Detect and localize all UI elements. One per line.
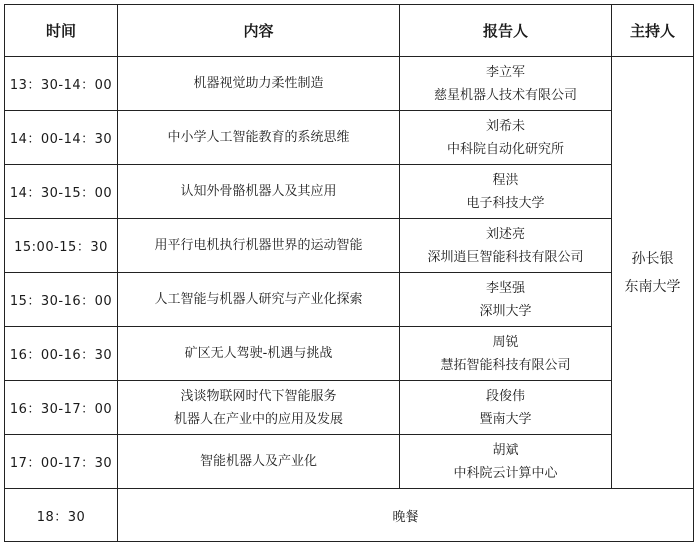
header-host: 主持人 [612,5,694,57]
speaker-name: 李坚强 [485,280,525,296]
speaker-org: 中科院自动化研究所 [446,141,564,157]
topic-line: 浅谈物联网时代下智能服务 [180,388,337,404]
topic-line: 中小学人工智能教育的系统思维 [167,130,350,145]
speaker-name: 胡斌 [492,442,519,458]
topic-cell [118,273,400,327]
speaker-org: 电子科技大学 [466,195,545,211]
speaker-name: 程洪 [492,172,519,188]
topic-line: 智能机器人及产业化 [199,454,317,469]
speaker-name: 刘希未 [485,118,525,134]
speaker-cell [400,219,612,273]
speaker-cell [400,57,612,111]
table-row [5,273,694,327]
time-cell: 17：00-17：30 [5,435,118,489]
table-row [5,219,694,273]
header-time: 时间 [5,5,118,57]
speaker-cell [400,435,612,489]
dinner-time: 18：30 [5,489,118,542]
host-org: 东南大学 [624,278,681,295]
host-cell [612,57,694,489]
speaker-name: 段俊伟 [485,388,525,404]
speaker-org: 慧拓智能科技有限公司 [440,357,571,373]
topic-line: 机器视觉助力柔性制造 [193,76,324,91]
time-cell: 15：30-16：00 [5,273,118,327]
speaker-org: 中科院云计算中心 [453,465,558,481]
topic-line: 认知外骨骼机器人及其应用 [180,184,337,199]
speaker-org: 深圳逍巨智能科技有限公司 [427,249,584,265]
speaker-org: 深圳大学 [479,303,532,319]
topic-line: 矿区无人驾驶-机遇与挑战 [184,346,333,361]
speaker-name: 刘述亮 [485,226,525,242]
time-cell: 15:00-15：30 [5,219,118,273]
speaker-org: 暨南大学 [479,411,532,427]
topic-cell [118,381,400,435]
header-speaker: 报告人 [400,5,612,57]
table-row [5,111,694,165]
speaker-cell [400,327,612,381]
schedule-table [4,4,694,542]
dinner-label: 晚餐 [118,489,694,542]
dinner-row [5,489,694,542]
topic-cell [118,57,400,111]
table-row [5,57,694,111]
speaker-cell [400,165,612,219]
speaker-org: 慈星机器人技术有限公司 [433,87,577,103]
schedule-sheet [4,4,693,541]
topic-line: 用平行电机执行机器世界的运动智能 [154,238,363,253]
host-name: 孙长银 [631,250,674,267]
speaker-name: 李立军 [485,64,525,80]
speaker-cell [400,273,612,327]
topic-line: 机器人在产业中的应用及发展 [173,411,343,427]
table-row [5,435,694,489]
time-cell: 16：30-17：00 [5,381,118,435]
table-row [5,165,694,219]
topic-cell [118,219,400,273]
header-content: 内容 [118,5,400,57]
topic-cell [118,111,400,165]
speaker-name: 周锐 [492,334,519,350]
topic-line: 人工智能与机器人研究与产业化探索 [154,292,363,307]
header-row [5,5,694,57]
topic-cell [118,165,400,219]
time-cell: 13：30-14：00 [5,57,118,111]
time-cell: 14：00-14：30 [5,111,118,165]
speaker-cell [400,111,612,165]
table-row [5,381,694,435]
table-row [5,327,694,381]
topic-cell [118,327,400,381]
topic-cell [118,435,400,489]
time-cell: 14：30-15：00 [5,165,118,219]
speaker-cell [400,381,612,435]
time-cell: 16：00-16：30 [5,327,118,381]
